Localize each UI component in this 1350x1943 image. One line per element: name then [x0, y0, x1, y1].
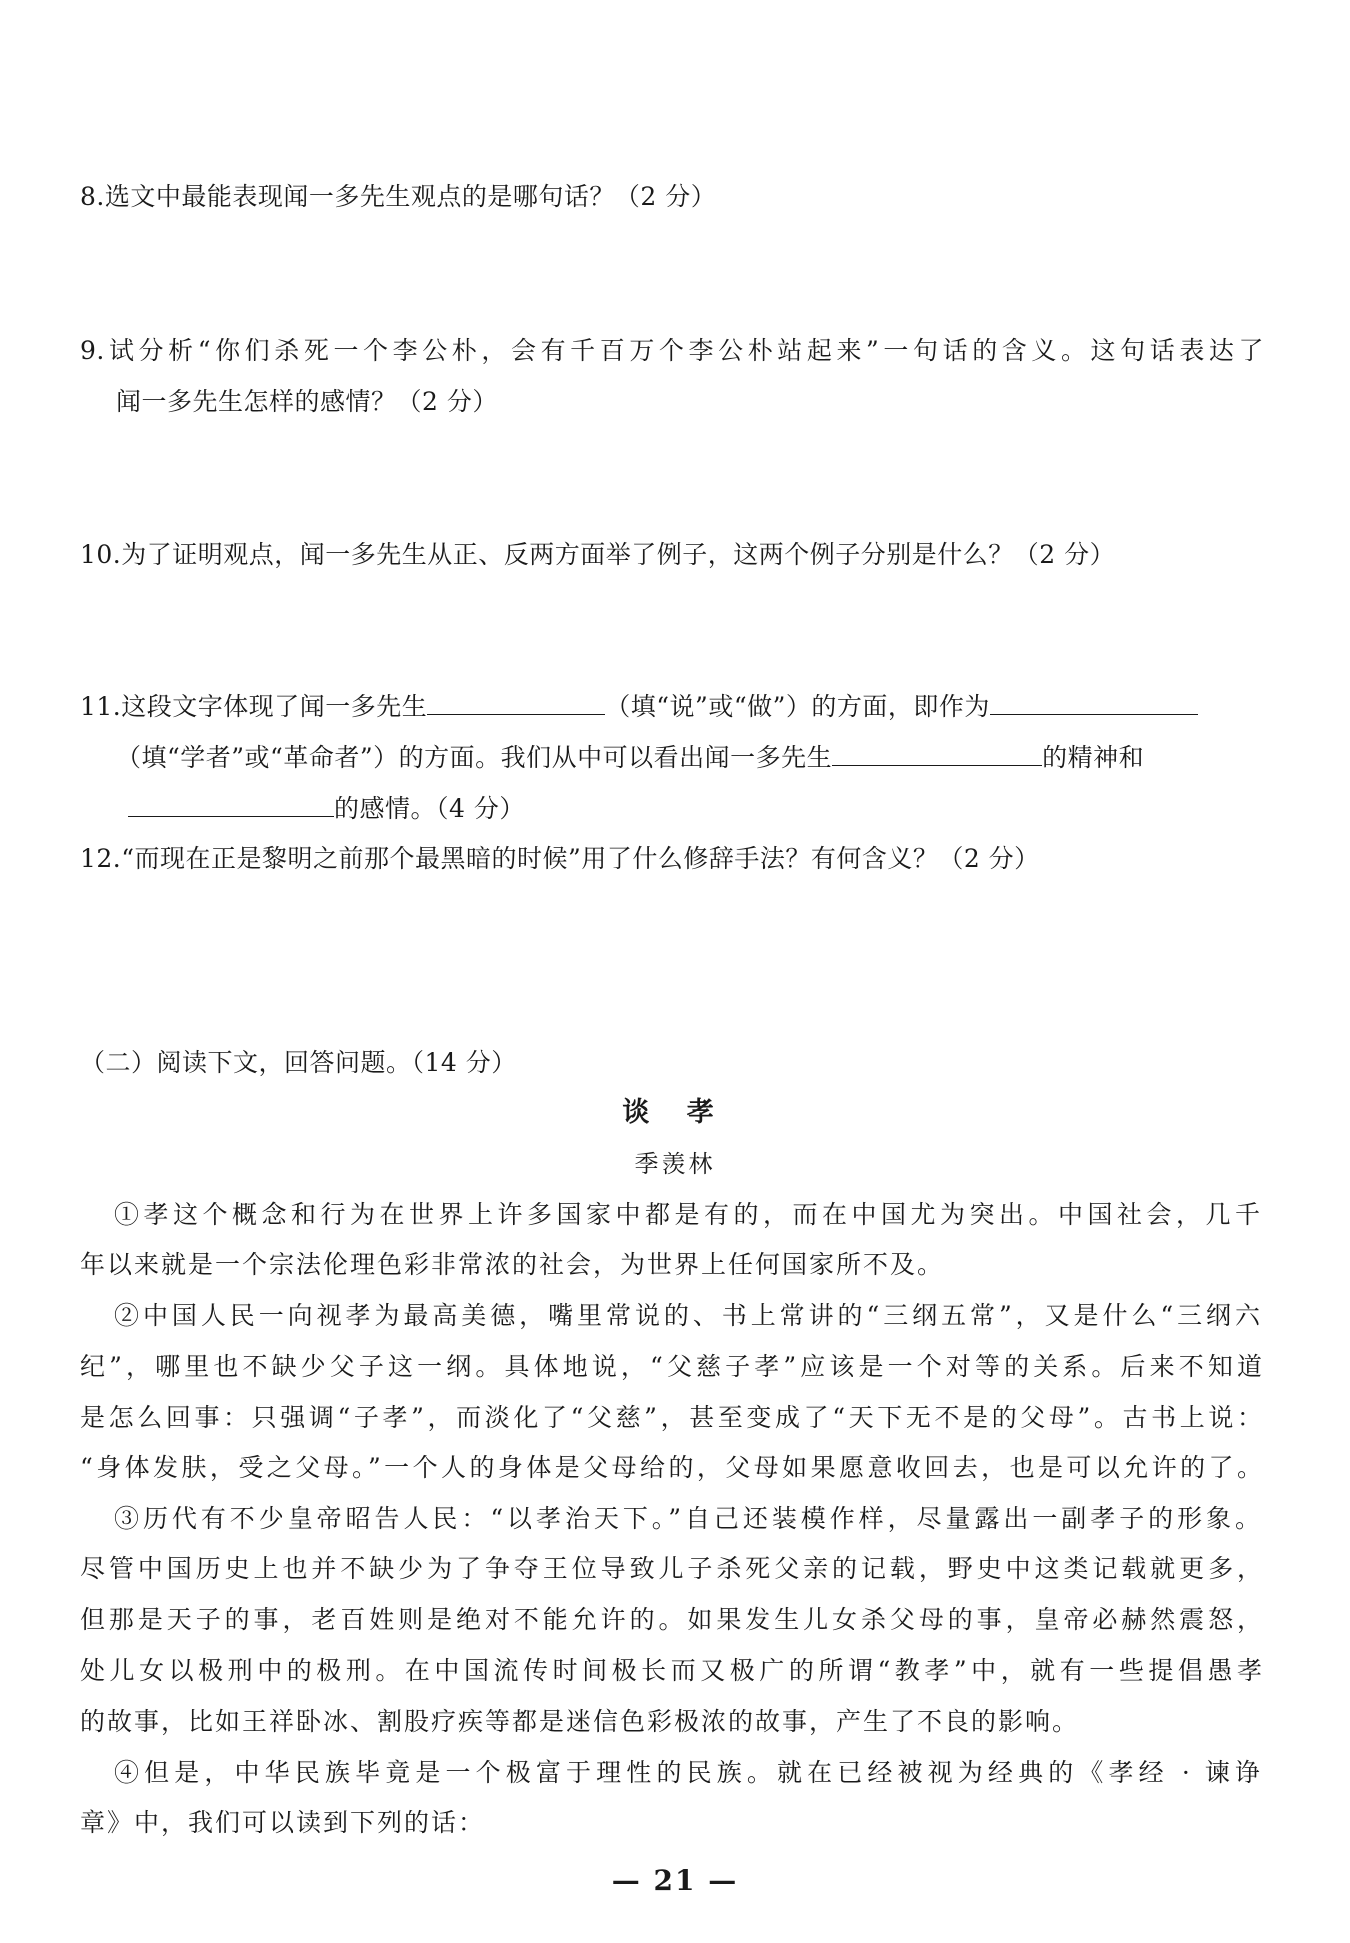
- question-9-line-1: 9.试分析“你们杀死一个李公朴，会有千百万个李公朴站起来”一句话的含义。这句话表达了: [80, 336, 1264, 365]
- question-11-text-d: 的精神和: [1042, 743, 1145, 772]
- paragraph-3-line-5: 的故事，比如王祥卧冰、割股疗疾等都是迷信色彩极浓的故事，产生了不良的影响。: [80, 1707, 1080, 1736]
- question-11-text-b: （填“说”或“做”）的方面，即作为: [605, 692, 990, 721]
- paragraph-2-line-3: 是怎么回事：只强调“子孝”，而淡化了“父慈”，甚至变成了“天下无不是的父母”。古书上说：: [80, 1403, 1264, 1432]
- paragraph-3-line-1: ③历代有不少皇帝昭告人民：“以孝治天下。”自己还装模作样，尽量露出一副孝子的形象。: [114, 1504, 1262, 1533]
- question-11-text-e: 的感情。（4 分）: [334, 794, 525, 823]
- question-11-line-3: [128, 792, 1318, 826]
- paragraph-3-line-4: 处儿女以极刑中的极刑。在中国流传时间极长而又极广的所谓“教孝”中，就有一些提倡愚孝: [80, 1656, 1264, 1685]
- paragraph-2-line-4: “身体发肤，受之父母。”一个人的身体是父母给的，父母如果愿意收回去，也是可以允许的了。: [80, 1453, 1264, 1482]
- paragraph-4-line-2: 章》中，我们可以读到下列的话：: [80, 1808, 486, 1837]
- paragraph-3-line-2: 尽管中国历史上也并不缺少为了争夺王位导致儿子杀死父亲的记载，野史中这类记载就更多，: [80, 1554, 1264, 1583]
- paragraph-2-line-1: ②中国人民一向视孝为最高美德，嘴里常说的、书上常讲的“三纲五常”，又是什么“三纲六: [114, 1301, 1262, 1330]
- question-12: 12.“而现在正是黎明之前那个最黑暗的时候”用了什么修辞手法？有何含义？（2 分）: [80, 844, 1040, 873]
- paragraph-1-line-1: ①孝这个概念和行为在世界上许多国家中都是有的，而在中国尤为突出。中国社会，几千: [114, 1200, 1262, 1229]
- question-9-line-2: 闻一多先生怎样的感情？（2 分）: [116, 387, 498, 416]
- question-10: 10.为了证明观点，闻一多先生从正、反两方面举了例子，这两个例子分别是什么？（2 分）: [80, 540, 1116, 569]
- question-11-line-2: [116, 741, 1306, 775]
- page-number: — 21 —: [611, 1864, 739, 1897]
- section-heading: （二）阅读下文，回答问题。（14 分）: [80, 1048, 517, 1077]
- question-11-text-c: （填“学者”或“革命者”）的方面。我们从中可以看出闻一多先生: [116, 743, 833, 772]
- paragraph-2-line-2: 纪”，哪里也不缺少父子这一纲。具体地说，“父慈子孝”应该是一个对等的关系。后来不知道: [80, 1352, 1264, 1381]
- answer-blank-1[interactable]: [427, 690, 605, 715]
- answer-blank-2[interactable]: [990, 690, 1198, 715]
- paragraph-4-line-1: ④但是，中华民族毕竟是一个极富于理性的民族。就在已经被视为经典的《孝经 · 谏诤: [114, 1758, 1262, 1787]
- article-title: 谈 孝: [622, 1097, 728, 1128]
- paragraph-1-line-2: 年以来就是一个宗法伦理色彩非常浓的社会，为世界上任何国家所不及。: [80, 1250, 945, 1279]
- question-11-line-1: [80, 690, 1270, 724]
- question-11-text-a: 11.这段文字体现了闻一多先生: [80, 692, 428, 721]
- article-author: 季羡林: [634, 1150, 716, 1178]
- paragraph-3-line-3: 但那是天子的事，老百姓则是绝对不能允许的。如果发生儿女杀父母的事，皇帝必赫然震怒，: [80, 1605, 1264, 1634]
- answer-blank-4[interactable]: [128, 792, 334, 817]
- question-8: 8.选文中最能表现闻一多先生观点的是哪句话？（2 分）: [80, 182, 717, 211]
- answer-blank-3[interactable]: [832, 741, 1042, 766]
